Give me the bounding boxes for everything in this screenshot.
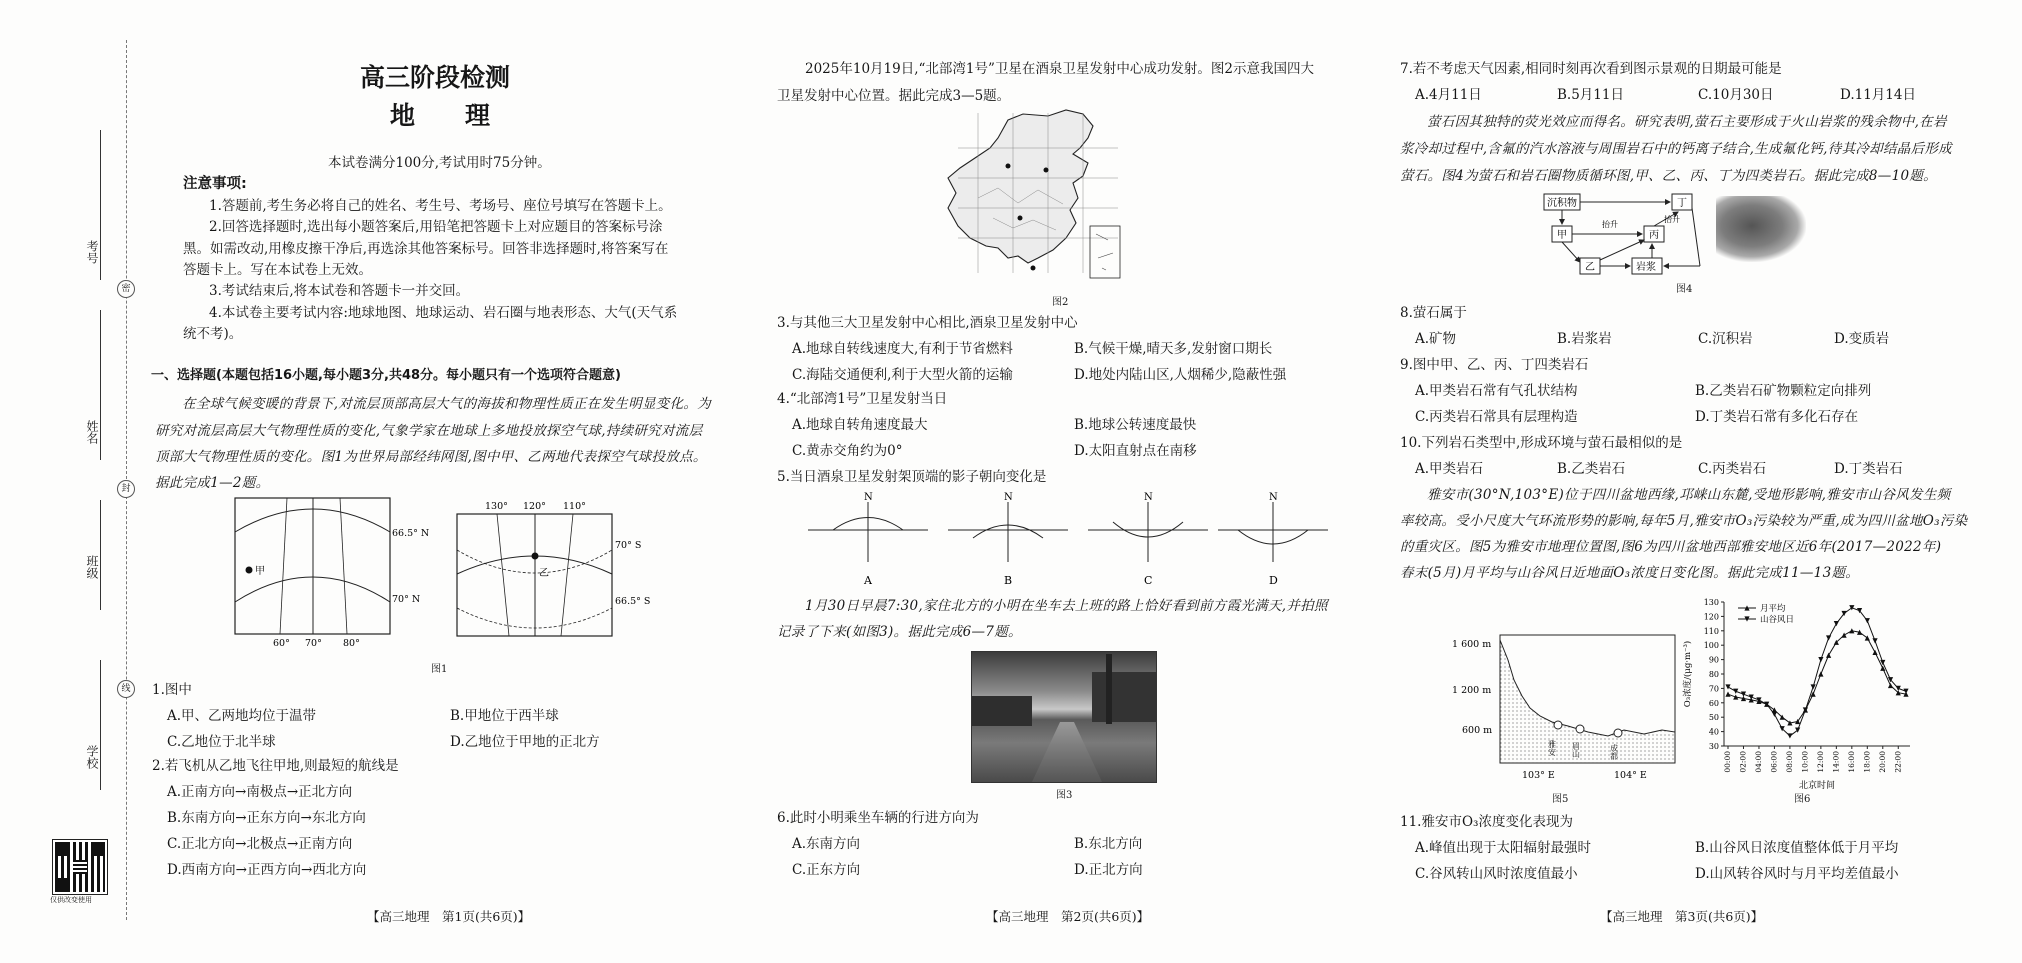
exam-title: 高三阶段检测 — [360, 63, 511, 92]
chart-y-tick-label: 110 — [1703, 626, 1719, 636]
svg-text:抬升: 抬升 — [1602, 220, 1618, 229]
chart-point — [1826, 635, 1831, 640]
chart-y-tick-label: 120 — [1703, 612, 1719, 622]
svg-text:丁: 丁 — [1677, 198, 1687, 209]
intro-line: 萤石。图4为萤石和岩石圈物质循环图,甲、乙、丙、丁为四类岩石。据此完成8—10题。 — [1400, 168, 1937, 184]
q9-option-a[interactable]: A.甲类岩石常有气孔状结构 — [1415, 383, 1578, 399]
chart-point — [1826, 653, 1831, 658]
legend-label: 月平均 — [1760, 604, 1786, 614]
q6-option-d[interactable]: D.正北方向 — [1074, 862, 1143, 878]
fig5-place-meishan: 眉山 — [1571, 742, 1581, 758]
intro2-line: 1月30日早晨7:30,家住北方的小明在坐车去上班的路上恰好看到前方霞光满天,并拍照 — [805, 598, 1328, 614]
figure-5-caption: 图5 — [1552, 794, 1569, 805]
chart-x-tick-label: 10:00 — [1800, 751, 1810, 773]
svg-text:抬升: 抬升 — [1664, 215, 1680, 224]
chart-x-tick-label: 18:00 — [1862, 751, 1872, 773]
q6-option-a[interactable]: A.东南方向 — [792, 836, 861, 852]
figure-1-caption: 图1 — [431, 664, 448, 675]
page-1 — [145, 0, 735, 963]
page-3 — [1400, 0, 2022, 963]
fig1-label-70n: 70° N — [392, 594, 421, 605]
figure-3-caption: 图3 — [1056, 790, 1073, 801]
fig1-label-110: 110° — [563, 501, 586, 512]
question-3: 3.与其他三大卫星发射中心相比,酒泉卫星发射中心 — [777, 315, 1078, 331]
q5-shadow-diagrams — [808, 490, 1328, 590]
notice-line: 黑。如需改动,用橡皮擦干净后,再选涂其他答案标号。回答非选择题时,将答案写在 — [183, 241, 669, 257]
q4-option-b[interactable]: B.地球公转速度最快 — [1074, 417, 1197, 433]
q7-option-c[interactable]: C.10月30日 — [1698, 87, 1774, 103]
q9-option-c[interactable]: C.丙类岩石常具有层理构造 — [1415, 409, 1578, 425]
candidate-number-line[interactable] — [100, 130, 101, 280]
chart-point — [1733, 689, 1738, 694]
figure-4-rock-cycle — [1540, 190, 1740, 280]
notice-title: 注意事项: — [183, 176, 247, 192]
fig1-label-70: 70° — [305, 638, 322, 649]
q9-option-b[interactable]: B.乙类岩石矿物颗粒定向排列 — [1695, 383, 1872, 399]
notice-line: 1.答题前,考生务必将自己的姓名、考生号、考场号、座位号填写在答题卡上。 — [209, 198, 672, 214]
question-9: 9.图中甲、乙、丙、丁四类岩石 — [1400, 357, 1589, 373]
svg-text:甲: 甲 — [1557, 230, 1567, 241]
q10-option-a[interactable]: A.甲类岩石 — [1415, 461, 1484, 477]
fig1-label-70s: 70° S — [615, 540, 642, 551]
fig1-label-60: 60° — [273, 638, 290, 649]
exam-subject: 地 理 — [390, 101, 491, 130]
q1-option-d[interactable]: D.乙地位于甲地的正北方 — [450, 734, 600, 750]
chart-point — [1872, 638, 1877, 643]
intro-line: 据此完成1—2题。 — [155, 475, 270, 491]
chart-x-tick-label: 22:00 — [1893, 751, 1903, 773]
q1-option-a[interactable]: A.甲、乙两地均位于温带 — [167, 708, 317, 724]
chart-series-line-2 — [1728, 608, 1906, 736]
q11-option-b[interactable]: B.山谷风日浓度值整体低于月平均 — [1695, 840, 1899, 856]
chart-point — [1772, 712, 1777, 717]
q8-option-d[interactable]: D.变质岩 — [1834, 331, 1890, 347]
fig1-label-yi: 乙 — [539, 568, 549, 579]
chart-point — [1749, 694, 1754, 699]
figure-2-caption: 图2 — [1052, 297, 1069, 308]
intro-line: 研究对流层高层大气物理性质的变化,气象学家在地球上多地投放探空气球,持续研究对流层 — [155, 423, 703, 439]
intro2-line: 记录了下来(如图3)。据此完成6—7题。 — [777, 624, 1022, 640]
question-11: 11.雅安市O₃浓度变化表现为 — [1400, 814, 1573, 830]
chart-point — [1903, 689, 1908, 694]
exam-info: 本试卷满分100分,考试用时75分钟。 — [328, 155, 551, 171]
notice-line: 统不考)。 — [183, 326, 243, 342]
notice-line: 答题卡上。写在本试卷上无效。 — [183, 262, 372, 278]
svg-text:岩浆: 岩浆 — [1636, 262, 1656, 273]
svg-text:D: D — [1269, 574, 1278, 587]
q9-option-d[interactable]: D.丁类岩石常有多化石存在 — [1695, 409, 1859, 425]
svg-text:N: N — [1144, 492, 1153, 503]
intro2-line: 春末(5月)月平均与山谷风日近地面O₃浓度日变化图。据此完成11—13题。 — [1400, 565, 1860, 581]
svg-text:丙: 丙 — [1649, 230, 1659, 241]
q2-option-a[interactable]: A.正南方向→南极点→正北方向 — [167, 784, 353, 800]
binding-strip — [0, 0, 140, 963]
chart-x-tick-label: 08:00 — [1784, 751, 1794, 773]
q10-option-b[interactable]: B.乙类岩石 — [1557, 461, 1626, 477]
class-line[interactable] — [100, 500, 101, 610]
q5-diagram-d — [1218, 492, 1328, 587]
chart-y-tick-label: 130 — [1703, 598, 1719, 607]
chart-y-tick-label: 80 — [1708, 670, 1719, 679]
svg-text:沉积物: 沉积物 — [1547, 198, 1577, 209]
q10-option-d[interactable]: D.丁类岩石 — [1834, 461, 1903, 477]
chart-x-axis-label: 北京时间 — [1798, 781, 1836, 790]
intro2-line: 的重灾区。图5为雅安市地理位置图,图6为四川盆地西部雅安地区近6年(2017—2022年) — [1400, 539, 1942, 555]
intro2-line: 率较高。受小尺度大气环流形势的影响,每年5月,雅安市O₃污染较为严重,成为四川盆地O₃污染 — [1400, 513, 1968, 529]
fluorite-photo — [1716, 196, 1806, 262]
fig5-place-yaan: 雅安 — [1547, 740, 1557, 756]
fig1-label-130: 130° — [485, 501, 508, 512]
page-3-footer: 【高三地理 第3页(共6页)】 — [1600, 909, 1764, 924]
fig5-place-chengdu: 成都 — [1609, 744, 1619, 760]
q2-option-c[interactable]: C.正北方向→北极点→正南方向 — [167, 836, 353, 852]
q5-diagram-a — [808, 492, 928, 587]
q4-option-a[interactable]: A.地球自转角速度最大 — [792, 417, 928, 433]
chart-point — [1725, 692, 1730, 697]
question-4: 4.“北部湾1号”卫星发射当日 — [777, 391, 948, 407]
chart-y-tick-label: 50 — [1708, 713, 1719, 723]
fig5-x-104: 104° E — [1614, 770, 1647, 781]
q6-option-b[interactable]: B.东北方向 — [1074, 836, 1143, 852]
svg-text:N: N — [1269, 492, 1278, 503]
class-label: 班级 — [85, 555, 99, 579]
chart-y-tick-label: 70 — [1708, 684, 1719, 694]
chart-point — [1865, 618, 1870, 623]
q7-option-a[interactable]: A.4月11日 — [1415, 87, 1482, 103]
intro-line: 萤石因其独特的荧光效应而得名。研究表明,萤石主要形成于火山岩浆的残余物中,在岩 — [1427, 114, 1947, 130]
q8-option-a[interactable]: A.矿物 — [1415, 331, 1457, 347]
chart-point — [1841, 633, 1846, 638]
figure-1-right-graticule — [447, 496, 662, 652]
figure-3-photo — [971, 651, 1157, 783]
q3-option-a[interactable]: A.地球自转线速度大,有利于节省燃料 — [792, 341, 1013, 357]
q1-option-c[interactable]: C.乙地位于北半球 — [167, 734, 276, 750]
figure-2-china-map — [938, 108, 1148, 288]
notice-line: 3.考试结束后,将本试卷和答题卡一并交回。 — [209, 283, 470, 299]
question-10: 10.下列岩石类型中,形成环境与萤石最相似的是 — [1400, 435, 1683, 451]
fig1-label-66s: 66.5° S — [615, 596, 651, 607]
q5-diagram-c — [1088, 492, 1208, 587]
section-title: 一、选择题(本题包括16小题,每小题3分,共48分。每小题只有一个选项符合题意) — [151, 368, 621, 383]
svg-text:乙: 乙 — [1585, 262, 1595, 273]
fig5-y-1200: 1 200 m — [1452, 685, 1492, 696]
q3-option-d[interactable]: D.地处内陆山区,人烟稀少,隐蔽性强 — [1074, 367, 1287, 383]
fig1-label-jia: 甲 — [255, 566, 265, 577]
q2-option-d[interactable]: D.西南方向→正西方向→西北方向 — [167, 862, 367, 878]
q7-option-b[interactable]: B.5月11日 — [1557, 87, 1624, 103]
question-8: 8.萤石属于 — [1400, 305, 1467, 321]
chart-x-tick-label: 12:00 — [1815, 751, 1825, 773]
q10-option-c[interactable]: C.丙类岩石 — [1698, 461, 1767, 477]
q6-option-c[interactable]: C.正东方向 — [792, 862, 861, 878]
page-1-footer: 【高三地理 第1页(共6页)】 — [367, 909, 531, 924]
q4-option-c[interactable]: C.黄赤交角约为0° — [792, 443, 903, 459]
chart-point — [1787, 733, 1792, 738]
q2-option-b[interactable]: B.东南方向→正东方向→东北方向 — [167, 810, 366, 826]
intro2-line: 雅安市(30°N,103°E)位于四川盆地西缘,邛崃山东麓,受地形影响,雅安市山谷风发生频 — [1427, 487, 1951, 503]
chart-point — [1818, 657, 1823, 662]
candidate-number-label: 考号 — [85, 240, 99, 264]
figure-1-left-graticule — [225, 494, 435, 650]
seal-mark: 线 — [117, 680, 135, 698]
chart-point — [1741, 692, 1746, 697]
q1-option-b[interactable]: B.甲地位于西半球 — [450, 708, 559, 724]
q11-option-a[interactable]: A.峰值出现于太阳辐射最强时 — [1415, 840, 1592, 856]
intro-line: 在全球气候变暖的背景下,对流层顶部高层大气的海拔和物理性质正在发生明显变化。为 — [182, 396, 711, 412]
chart-y-tick-label: 100 — [1703, 641, 1719, 651]
figure-6-caption: 图6 — [1794, 794, 1811, 805]
q4-option-d[interactable]: D.太阳直射点在南移 — [1074, 443, 1197, 459]
q11-option-d[interactable]: D.山风转谷风时与月平均差值最小 — [1695, 866, 1899, 882]
chart-y-tick-label: 60 — [1708, 698, 1719, 708]
chart-point — [1896, 686, 1901, 691]
svg-text:N: N — [864, 492, 873, 503]
intro-line: 浆冷却过程中,含氟的汽水溶液与周围岩石中的钙离子结合,生成氟化钙,待其冷却结晶后形成 — [1400, 141, 1952, 157]
fig1-label-80: 80° — [343, 638, 360, 649]
page-2-footer: 【高三地理 第2页(共6页)】 — [986, 909, 1150, 924]
q3-option-b[interactable]: B.气候干燥,晴天多,发射窗口期长 — [1074, 341, 1273, 357]
chart-x-tick-label: 14:00 — [1831, 751, 1841, 773]
fig1-label-120: 120° — [523, 501, 546, 512]
q8-option-c[interactable]: C.沉积岩 — [1698, 331, 1753, 347]
intro-line: 卫星发射中心位置。据此完成3—5题。 — [777, 88, 1011, 104]
question-6: 6.此时小明乘坐车辆的行进方向为 — [777, 810, 979, 826]
figure-5-terrain — [1448, 630, 1678, 785]
q11-option-c[interactable]: C.谷风转山风时浓度值最小 — [1415, 866, 1578, 882]
chart-point — [1872, 650, 1877, 655]
name-line[interactable] — [100, 310, 101, 460]
notice-line: 2.回答选择题时,选出每小题答案后,用铅笔把答题卡上对应题目的答案标号涂 — [209, 219, 663, 235]
chart-series-line-1 — [1728, 631, 1906, 723]
chart-point — [1834, 621, 1839, 626]
chart-y-tick-label: 90 — [1708, 655, 1719, 665]
svg-text:C: C — [1144, 574, 1153, 587]
fig5-y-600: 600 m — [1462, 725, 1493, 736]
chart-point — [1725, 684, 1730, 689]
chart-x-tick-label: 00:00 — [1723, 751, 1732, 773]
figure-4-caption: 图4 — [1676, 284, 1693, 295]
q3-option-c[interactable]: C.海陆交通便利,利于大型火箭的运输 — [792, 367, 1013, 383]
fig1-label-66n: 66.5° N — [392, 528, 430, 539]
fig5-x-103: 103° E — [1522, 770, 1555, 781]
chart-point — [1888, 683, 1893, 688]
svg-text:B: B — [1004, 574, 1013, 587]
fig5-y-1600: 1 600 m — [1452, 639, 1492, 650]
question-7: 7.若不考虑天气因素,相同时刻再次看到图示景观的日期最可能是 — [1400, 61, 1782, 77]
svg-text:N: N — [1004, 492, 1013, 503]
qr-code[interactable] — [53, 840, 107, 894]
intro-line: 顶部大气物理性质的变化。图1为世界局部经纬网图,图中甲、乙两地代表探空气球投放点。 — [155, 449, 707, 465]
question-1: 1.图中 — [152, 682, 192, 698]
chart-x-tick-label: 06:00 — [1769, 751, 1779, 773]
q7-option-d[interactable]: D.11月14日 — [1840, 87, 1916, 103]
notice-line: 4.本试卷主要考试内容:地球地图、地球运动、岩石圈与地表形态、大气(天气系 — [209, 305, 678, 321]
school-label: 学校 — [85, 745, 99, 769]
chart-point — [1818, 671, 1823, 676]
q8-option-b[interactable]: B.岩浆岩 — [1557, 331, 1612, 347]
svg-text:A: A — [864, 574, 872, 587]
qr-caption: 仅供改变使用 — [50, 896, 92, 904]
school-line[interactable] — [100, 660, 101, 790]
chart-x-tick-label: 04:00 — [1753, 751, 1763, 773]
page-2 — [768, 0, 1368, 963]
chart-x-tick-label: 02:00 — [1738, 751, 1748, 773]
figure-6-o3-chart — [1678, 594, 1918, 790]
intro-line: 2025年10月19日,“北部湾1号”卫星在酒泉卫星发射中心成功发射。图2示意我国四大 — [805, 61, 1314, 77]
seal-mark: 封 — [117, 480, 135, 498]
name-label: 姓名 — [85, 420, 99, 444]
legend-label: 山谷风日 — [1760, 615, 1795, 625]
chart-y-tick-label: 30 — [1708, 742, 1719, 751]
chart-y-axis-label: O₃浓度/(μg·m⁻³) — [1683, 640, 1693, 708]
chart-x-tick-label: 16:00 — [1846, 751, 1856, 773]
seal-mark: 密 — [117, 280, 135, 298]
question-5: 5.当日酒泉卫星发射架顶端的影子朝向变化是 — [777, 469, 1047, 485]
question-2: 2.若飞机从乙地飞往甲地,则最短的航线是 — [152, 758, 399, 774]
q5-diagram-b — [948, 492, 1068, 587]
chart-x-tick-label: 20:00 — [1877, 751, 1887, 773]
chart-y-tick-label: 40 — [1708, 727, 1719, 737]
